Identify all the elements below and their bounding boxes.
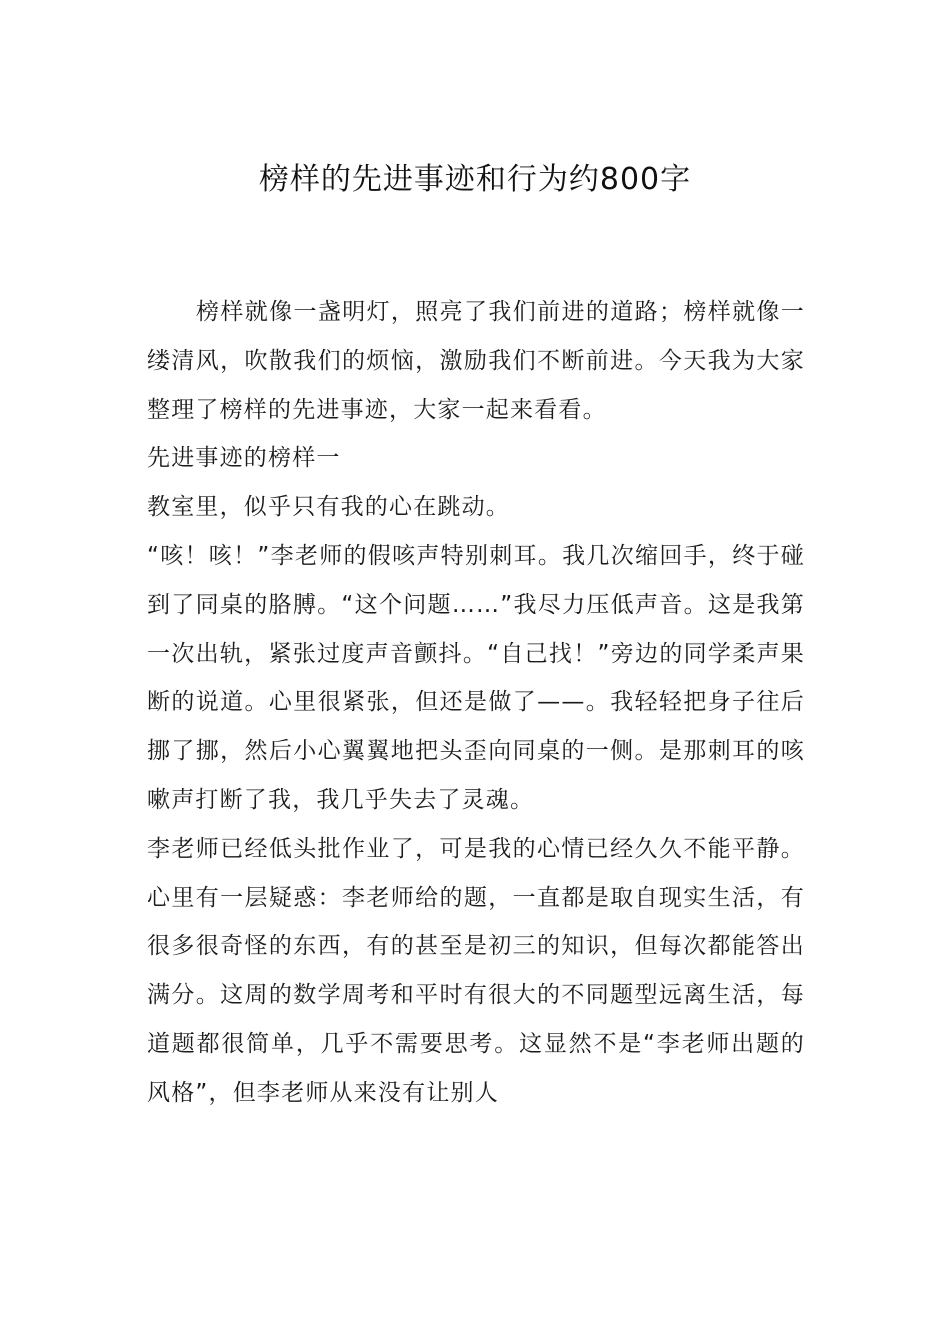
document-body: [147, 288, 805, 1118]
paragraph-intro: 榜样就像一盏明灯，照亮了我们前进的道路；榜样就像一缕清风，吹散我们的烦恼，激励我们不断前进。今天我为大家整理了榜样的先进事迹，大家一起来看看。: [147, 299, 805, 423]
paragraph: 教室里，似乎只有我的心在跳动。: [147, 494, 510, 521]
document-title: 榜样的先进事迹和行为约800字: [258, 162, 692, 197]
section-heading: 先进事迹的榜样一: [147, 445, 341, 472]
paragraph: “咳！咳！”李老师的假咳声特别刺耳。我几次缩回手，终于碰到了同桌的胳膊。“这个问题……”我尽力压低声音。这是我第一次出轨，紧张过度声音颤抖。“自己找！”旁边的同学柔声果断的说道。心里很紧张，但还是做了——。我轻轻把身子往后挪了挪，然后小心翼翼地把头歪向同桌的一侧。是那刺耳的咳嗽声打断了我，我几乎失去了灵魂。: [147, 542, 805, 813]
paragraph: 李老师已经低头批作业了，可是我的心情已经久久不能平静。心里有一层疑惑：李老师给的题，一直都是取自现实生活，有很多很奇怪的东西，有的甚至是初三的知识，但每次都能答出满分。这周的数学周考和平时有很大的不同题型远离生活，每道题都很简单，几乎不需要思考。这显然不是“李老师出题的风格”，但李老师从来没有让别人: [147, 835, 805, 1106]
